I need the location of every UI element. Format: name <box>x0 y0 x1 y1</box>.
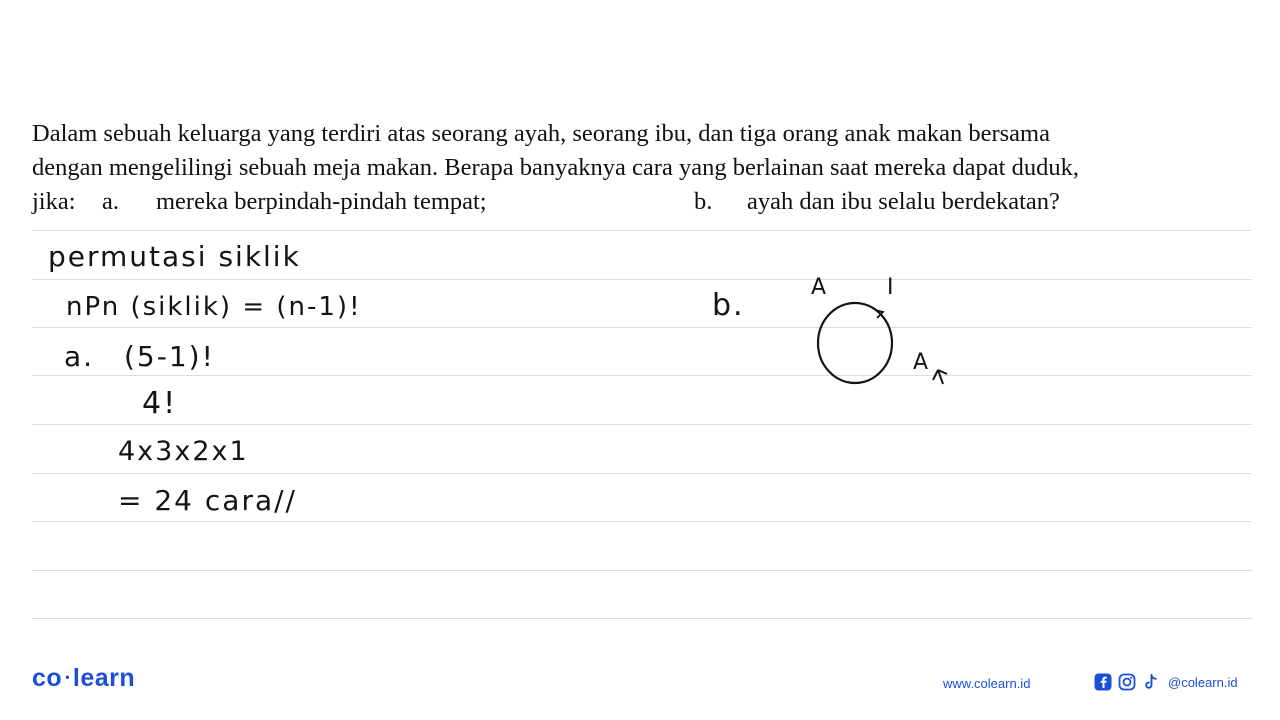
website-link[interactable]: www.colearn.id <box>943 676 1031 691</box>
option-a-text: mereka berpindah-pindah tempat; <box>156 188 487 215</box>
ruled-line <box>32 570 1252 571</box>
facebook-icon[interactable] <box>1094 673 1112 691</box>
handwriting-step-2: 4! <box>142 386 178 421</box>
colearn-logo <box>32 664 135 693</box>
handwriting-part-b-label: b. <box>712 288 745 323</box>
social-handle[interactable]: @colearn.id <box>1168 674 1238 690</box>
handwriting-step-3: 4x3x2x1 <box>118 436 249 467</box>
ruled-line <box>32 279 1252 280</box>
seating-diagram <box>805 270 965 400</box>
seating-circle-svg <box>805 270 965 400</box>
question-prefix: jika: <box>32 188 76 215</box>
social-links <box>1094 672 1238 692</box>
ruled-line <box>32 473 1252 474</box>
handwriting-title: permutasi siklik <box>48 240 301 273</box>
logo-co: co <box>32 664 63 692</box>
logo-learn: learn <box>72 664 136 692</box>
diagram-label-ibu: I <box>887 275 894 300</box>
cursor-pointer-icon <box>933 370 947 384</box>
question-text <box>32 117 1252 215</box>
instagram-icon[interactable] <box>1118 673 1136 691</box>
diagram-label-anak: A <box>913 350 929 375</box>
option-b-label: b. <box>694 188 713 215</box>
logo-dot: • <box>65 670 70 684</box>
ruled-line <box>32 375 1252 376</box>
ruled-line <box>32 424 1252 425</box>
ruled-line <box>32 521 1252 522</box>
handwriting-formula: nPn (siklik) = (n-1)! <box>66 292 362 322</box>
handwriting-step-4: = 24 cara// <box>118 484 297 517</box>
handwriting-step-1: (5-1)! <box>124 340 215 373</box>
ruled-line <box>32 618 1252 619</box>
ruled-line <box>32 230 1252 231</box>
question-line-2: dengan mengelilingi sebuah meja makan. Berapa banyaknya cara yang berlainan saat mereka dapat duduk, <box>32 154 1079 181</box>
diagram-label-ayah: A <box>811 275 827 300</box>
option-a-label: a. <box>102 188 119 215</box>
ruled-line <box>32 327 1252 328</box>
handwriting-part-a-label: a. <box>64 340 95 373</box>
tiktok-icon[interactable] <box>1142 673 1160 691</box>
option-b-text: ayah dan ibu selalu berdekatan? <box>747 188 1060 215</box>
question-line-1: Dalam sebuah keluarga yang terdiri atas seorang ayah, seorang ibu, dan tiga orang anak makan bersama <box>32 120 1050 147</box>
